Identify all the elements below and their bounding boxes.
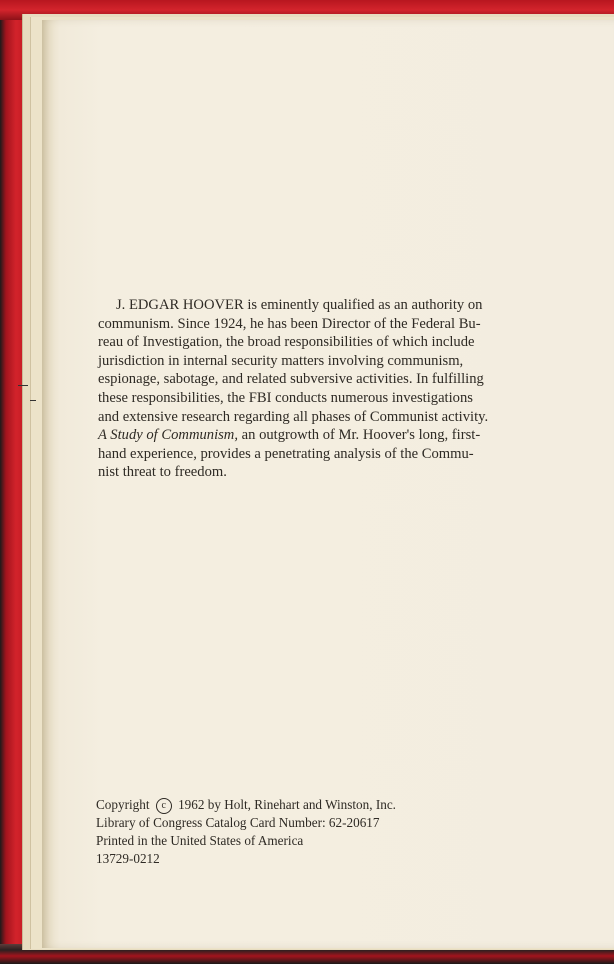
bio-line xyxy=(98,426,538,445)
catalog-card-number: Library of Congress Catalog Card Number: 62-20617 xyxy=(96,815,380,830)
copyright-line xyxy=(96,796,496,814)
copyright-block xyxy=(96,796,496,867)
author-bio xyxy=(98,296,538,482)
bio-line: nist threat to freedom. xyxy=(98,464,227,481)
bio-line: these responsibilities, the FBI conducts numerous investigations xyxy=(98,389,473,406)
bio-line: espionage, sabotage, and related subversive activities. In fulfilling xyxy=(98,371,484,388)
bio-line-rest: an outgrowth of Mr. Hoover's long, first- xyxy=(238,427,481,444)
book-title: A Study of Communism, xyxy=(98,427,238,444)
margin-mark xyxy=(18,385,28,386)
bio-line: jurisdiction in internal security matters involving communism, xyxy=(98,352,464,369)
bio-line: and extensive research regarding all phases of Communist activity. xyxy=(98,408,489,425)
copyright-holder: 1962 by Holt, Rinehart and Winston, Inc. xyxy=(178,797,396,812)
bio-line: hand experience, provides a penetrating analysis of the Commu- xyxy=(98,445,474,462)
print-code: 13729-0212 xyxy=(96,850,160,866)
bio-line: J. EDGAR HOOVER is eminently qualified as an authority on xyxy=(116,297,483,313)
margin-mark xyxy=(30,400,36,401)
printed-in: Printed in the United States of America xyxy=(96,832,304,848)
copyright-prefix: Copyright xyxy=(96,797,150,812)
copyright-symbol-icon: c xyxy=(156,798,172,814)
bio-line: communism. Since 1924, he has been Director of the Federal Bu- xyxy=(98,315,481,332)
bio-line: reau of Investigation, the broad responsibilities of which include xyxy=(98,334,475,351)
